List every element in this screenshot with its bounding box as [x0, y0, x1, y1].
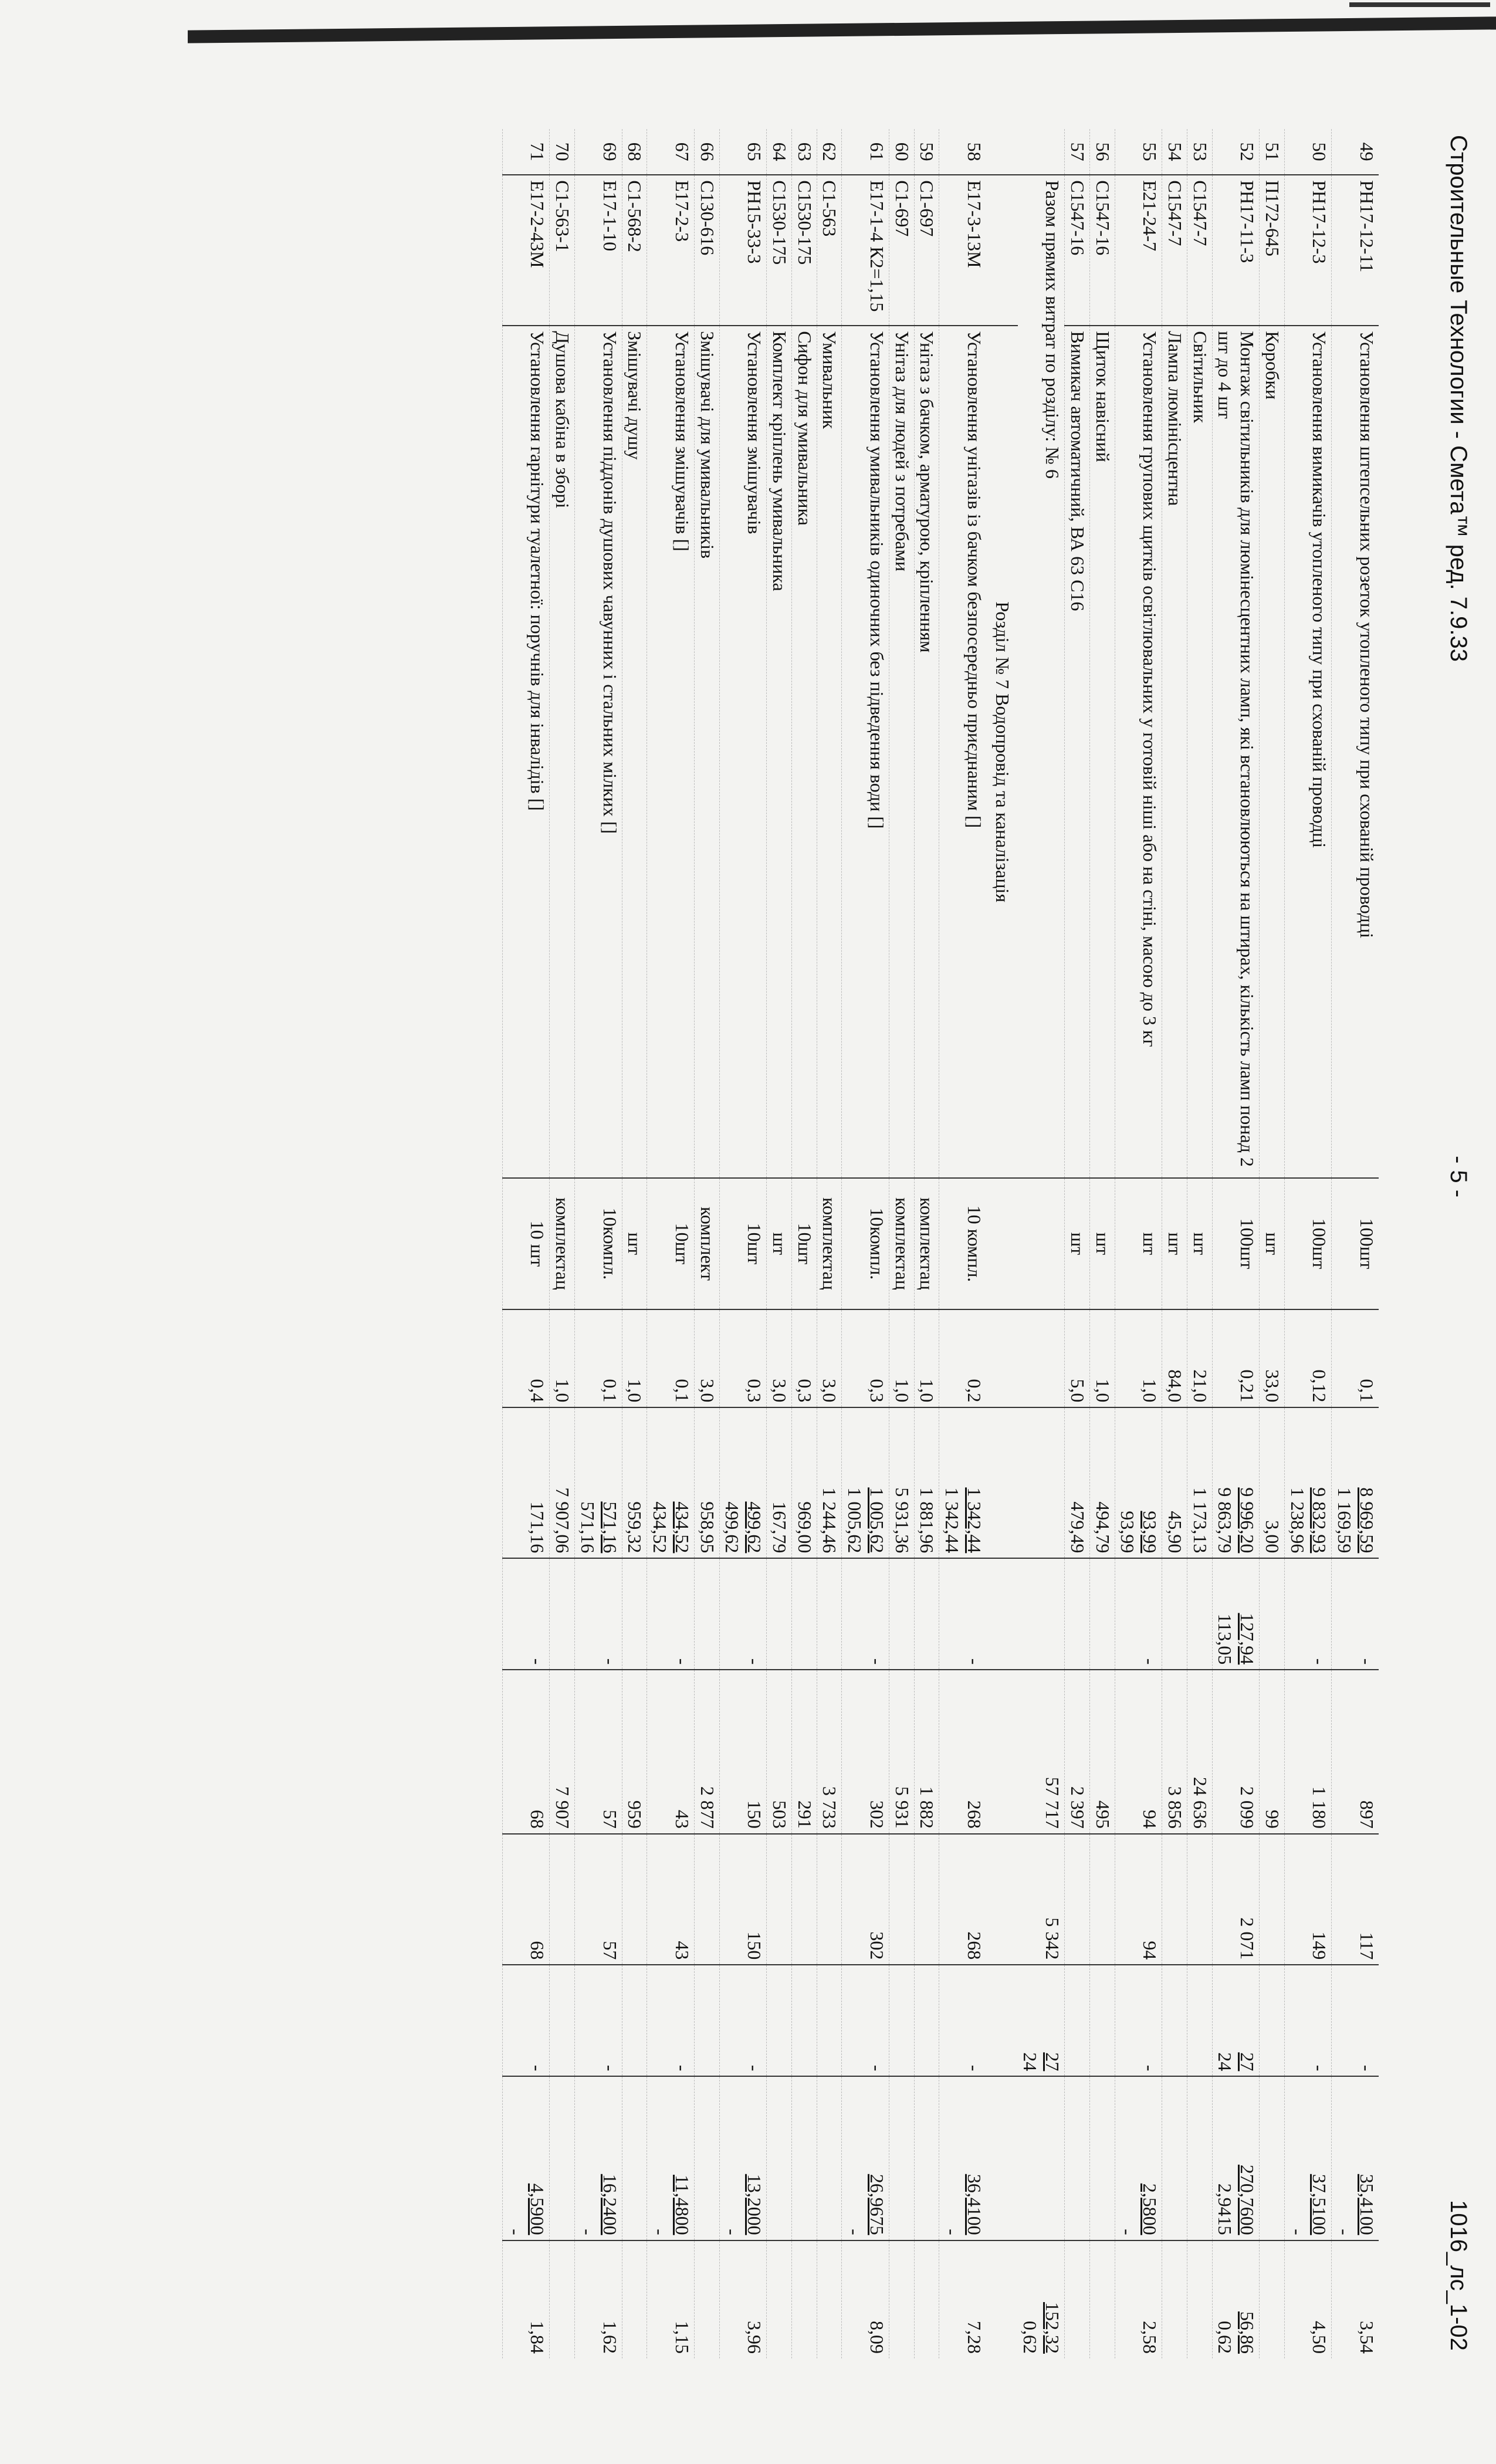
table-row: [1162, 129, 1187, 2358]
cell-cost: -: [599, 1658, 621, 1665]
cell-cost: -: [672, 1658, 693, 1665]
cell-unit: 10 компл.: [964, 1205, 985, 1282]
cell-name: Вимикач автоматичний, ВА 63 С16: [1067, 331, 1088, 611]
cell-qty: 84,0: [1165, 1369, 1186, 1403]
total6-s2: 5 342: [1018, 1834, 1065, 1965]
cell-qty: 0,12: [1309, 1369, 1331, 1403]
cell-unit: комплектац: [916, 1197, 938, 1290]
cell-num: 53: [1189, 142, 1211, 161]
cell-qty: 1,0: [891, 1379, 913, 1403]
cell-sum: 503: [769, 1800, 790, 1829]
cell-lab: 36,4100: [964, 2174, 985, 2235]
total6-sum: 57 717: [1018, 1670, 1065, 1833]
cell-code: Е17-2-3: [672, 180, 693, 242]
cell-qty: 0,21: [1237, 1369, 1258, 1403]
cell-unit: шт: [1092, 1232, 1113, 1255]
cell-name: Установлення вимикачів утопленого типу при схованій проводці: [1309, 331, 1331, 848]
cell-sum: 57: [599, 1809, 621, 1829]
cell-s3: 27: [1237, 2052, 1258, 2072]
cell-price: 9 832,93: [1309, 1487, 1331, 1553]
cell-unit: 10 шт: [527, 1220, 549, 1267]
cell-lab: 4,5900: [527, 2183, 549, 2235]
scan-edge-mark-right: [1349, 2, 1490, 7]
cell-lt: 1,15: [672, 2321, 693, 2354]
total6-s3: 27: [1042, 2052, 1064, 2072]
cell-name: Установлення піддонів душових чавунних і стальних мілких []: [599, 331, 621, 834]
cell-code: РН17-11-3: [1237, 180, 1258, 263]
cell-sum: 897: [1356, 1800, 1377, 1829]
cell-num: 60: [891, 142, 913, 161]
cell-name: Коробки: [1262, 331, 1283, 400]
cell-unit: 10шт: [794, 1223, 815, 1265]
document-code: 1016_лс_1-02: [1446, 2200, 1471, 2351]
cell-name: Установлення умивальників одиночних без підведення води []: [867, 331, 888, 829]
cell-code: С1-568-2: [624, 180, 646, 252]
cell-cost: -: [527, 1658, 549, 1665]
cell-price: 969,00: [794, 1501, 815, 1553]
cell-name: Унітаз з бачком, арматурою, кріпленням: [916, 331, 938, 653]
cell-s2: 57: [599, 1941, 621, 1960]
cell-lab: 13,2000: [744, 2174, 766, 2235]
cell-unit: комплектац: [819, 1197, 841, 1290]
table-row: [842, 129, 889, 2358]
cell-sum: 68: [527, 1809, 549, 1829]
cell-qty: 1,0: [916, 1379, 938, 1403]
cell-unit: комплектац: [891, 1197, 913, 1290]
cell-unit: шт: [1139, 1232, 1161, 1255]
cell-unit: шт: [1189, 1232, 1211, 1255]
cell-sum: 2 877: [696, 1786, 718, 1829]
cell-sum: 2 397: [1067, 1786, 1088, 1829]
cell-unit: шт: [1067, 1232, 1088, 1255]
cell-cost: -: [964, 1658, 985, 1665]
cell-lab: 11,4800: [672, 2174, 693, 2235]
section6-rows: [1065, 129, 1379, 2358]
cell-sum: 268: [964, 1800, 985, 1829]
cell-num: 69: [599, 142, 621, 161]
cell-s2: 43: [672, 1941, 693, 1960]
cell-lab2: -: [649, 2229, 671, 2235]
cell-name: Установлення гарнітури туалетної: поручнів для інвалідів []: [527, 331, 549, 811]
table-row: [575, 129, 622, 2358]
cell-lt: 7,28: [964, 2321, 985, 2354]
cell-price2: 9 863,79: [1214, 1487, 1236, 1553]
cell-price: 479,49: [1067, 1501, 1088, 1553]
cell-price: 494,79: [1092, 1501, 1113, 1553]
cell-lab2: 2,9415: [1214, 2183, 1236, 2235]
cell-name: Комплект кріплень умивальника: [769, 331, 790, 591]
cell-code: С1-563-1: [552, 180, 574, 252]
cell-code: С130-616: [696, 180, 718, 256]
cell-s3: -: [672, 2064, 693, 2072]
cell-price: 171,16: [527, 1501, 549, 1553]
cell-unit: 10шт: [744, 1223, 766, 1265]
cell-sum: 24 636: [1189, 1776, 1211, 1829]
cell-unit: 10шт: [672, 1223, 693, 1265]
cell-price: 1 005,62: [867, 1487, 888, 1553]
cell-unit: 100шт: [1237, 1218, 1258, 1270]
cell-sum: 150: [744, 1800, 766, 1829]
cell-code: С1547-16: [1067, 180, 1088, 256]
cell-name: Лампа люмінісцентна: [1165, 331, 1186, 506]
cell-lab: 26,9675: [867, 2174, 888, 2235]
cell-lt: 3,54: [1356, 2321, 1377, 2354]
cell-price: 959,32: [624, 1501, 646, 1553]
table-row: [1285, 129, 1332, 2358]
cell-cost: -: [1356, 1658, 1377, 1665]
cell-lab: 35,4100: [1356, 2174, 1377, 2235]
cell-s3: -: [1356, 2064, 1377, 2072]
table-row: [1115, 129, 1162, 2358]
section7-title: Розділ № 7 Водопровід та каналізація: [986, 326, 1018, 1178]
cell-price2: 1 169,59: [1334, 1487, 1356, 1553]
cell-cost: -: [744, 1658, 766, 1665]
cell-sum: 43: [672, 1809, 693, 1829]
table-row: [1260, 129, 1285, 2358]
rotated-sheet: [117, 111, 1496, 2458]
table-row: [817, 129, 842, 2358]
cell-qty: 0,1: [599, 1379, 621, 1403]
cell-lab2: -: [505, 2229, 526, 2235]
cell-name: Змішувачі для умивальників: [696, 331, 718, 559]
cell-lab: 16,2400: [599, 2174, 621, 2235]
table-row: [889, 129, 915, 2358]
cell-lt: 3,96: [744, 2321, 766, 2354]
cell-price: 3,00: [1262, 1520, 1283, 1553]
cell-qty: 5,0: [1067, 1379, 1088, 1403]
cell-lt: 1,84: [527, 2321, 549, 2354]
table-row: [1332, 129, 1379, 2358]
total6-label: Разом прямих витрат по розділу: № 6: [1018, 175, 1065, 1178]
cell-s2: 94: [1139, 1941, 1161, 1960]
cell-qty: 21,0: [1189, 1369, 1211, 1403]
cell-num: 51: [1262, 142, 1283, 161]
cell-qty: 0,3: [867, 1379, 888, 1403]
cell-price2: 1 005,62: [844, 1487, 866, 1553]
cell-s3: -: [744, 2064, 766, 2072]
section7-rows: [503, 129, 987, 2358]
table-row: [1212, 129, 1260, 2358]
cell-sum: 495: [1092, 1800, 1113, 1829]
cell-s2: 150: [744, 1931, 766, 1960]
table-row: [1065, 129, 1090, 2358]
cell-code: С1-563: [819, 180, 841, 237]
cell-s2: 2 071: [1237, 1917, 1258, 1960]
cell-qty: 1,0: [552, 1379, 574, 1403]
cell-lab: 2,5800: [1139, 2183, 1161, 2235]
total6-s3b: 24: [1020, 2052, 1041, 2072]
cell-s2: 302: [867, 1931, 888, 1960]
cell-code: С1530-175: [769, 180, 790, 265]
cell-unit: 10компл.: [599, 1207, 621, 1280]
cell-sum: 3 856: [1165, 1786, 1186, 1829]
table-row: [550, 129, 575, 2358]
cell-price: 1 881,96: [916, 1487, 938, 1553]
document-page: [117, 111, 1496, 2458]
cell-price: 45,90: [1165, 1511, 1186, 1553]
cell-name: Установлення змішувачів: [744, 331, 766, 534]
cell-num: 49: [1356, 142, 1377, 161]
cell-num: 71: [527, 142, 549, 161]
table-row: [719, 129, 767, 2358]
cell-price2: 434,52: [649, 1501, 671, 1553]
cell-lab2: -: [942, 2229, 963, 2235]
cell-num: 63: [794, 142, 815, 161]
cell-price: 9 996,20: [1237, 1487, 1258, 1553]
cell-name: Сифон для умивальника: [794, 331, 815, 526]
cell-sum: 94: [1139, 1809, 1161, 1829]
cell-cost: -: [867, 1658, 888, 1665]
cell-name: Установлення унітазів із бачком безпосередньо приєднаним []: [964, 331, 985, 828]
cell-s3: -: [964, 2064, 985, 2072]
cell-price: 499,62: [744, 1501, 766, 1553]
cell-num: 50: [1309, 142, 1331, 161]
cell-unit: шт: [769, 1232, 790, 1255]
cell-num: 52: [1237, 142, 1258, 161]
cell-unit: комплектац: [552, 1197, 574, 1290]
cell-code: РН17-12-11: [1356, 180, 1377, 273]
scan-edge-mark: [188, 16, 1496, 43]
cell-qty: 3,0: [819, 1379, 841, 1403]
cell-s2: 149: [1309, 1931, 1331, 1960]
cell-code: РН15-33-3: [744, 180, 766, 264]
cell-name: Щиток навісний: [1092, 331, 1113, 462]
cell-price2: 571,16: [577, 1501, 598, 1553]
cell-code: Е17-1-4 К2=1,15: [867, 180, 888, 312]
cell-lt2: 0,62: [1214, 2321, 1236, 2354]
cell-sum: 1 180: [1309, 1786, 1331, 1829]
cell-s2: 68: [527, 1941, 549, 1960]
cell-price: 1 342,44: [964, 1487, 985, 1553]
cell-unit: шт: [1262, 1232, 1283, 1255]
cell-num: 59: [916, 142, 938, 161]
cell-price: 93,99: [1139, 1511, 1161, 1553]
cell-lab: 270,7600: [1237, 2164, 1258, 2235]
cell-lt: 2,58: [1139, 2321, 1161, 2354]
cell-name: Унітаз для людей з потребами: [891, 331, 913, 571]
cell-qty: 1,0: [1139, 1379, 1161, 1403]
cell-lab2: -: [722, 2229, 743, 2235]
cell-price: 5 931,36: [891, 1487, 913, 1553]
cell-unit: шт: [624, 1232, 646, 1255]
cell-unit: шт: [1165, 1232, 1186, 1255]
cell-code: Е17-1-10: [599, 180, 621, 252]
table-row: [503, 129, 550, 2358]
cell-lab: 37,5100: [1309, 2174, 1331, 2235]
cell-sum: 7 907: [552, 1786, 574, 1829]
cell-sum: 959: [624, 1800, 646, 1829]
cell-name: Світильник: [1189, 331, 1211, 424]
cell-num: 55: [1139, 142, 1161, 161]
cell-price: 571,16: [599, 1501, 621, 1553]
cell-price2: 1 342,44: [942, 1487, 963, 1553]
table-row: [914, 129, 939, 2358]
cell-name: Душова кабіна в зборі: [552, 331, 574, 509]
cell-s3b: 24: [1214, 2052, 1236, 2072]
cell-lab2: -: [1117, 2229, 1139, 2235]
cell-price: 8 969,59: [1356, 1487, 1377, 1553]
cell-num: 65: [744, 142, 766, 161]
cell-num: 62: [819, 142, 841, 161]
cell-lt: 56,86: [1237, 2311, 1258, 2354]
cell-s3: -: [1309, 2064, 1331, 2072]
cell-code: Е17-3-13М: [964, 180, 985, 268]
page-number: - 5 -: [1446, 1156, 1471, 1198]
table-row: [792, 129, 817, 2358]
cell-cost: 127,94: [1237, 1613, 1258, 1665]
cell-lab2: -: [577, 2229, 598, 2235]
cell-num: 61: [867, 142, 888, 161]
cell-cost: -: [1309, 1658, 1331, 1665]
cell-s3: -: [867, 2064, 888, 2072]
total6-lt: 152,32: [1042, 2302, 1064, 2354]
cell-qty: 33,0: [1262, 1369, 1283, 1403]
cell-s3: -: [527, 2064, 549, 2072]
cell-num: 70: [552, 142, 574, 161]
cell-sum: 99: [1262, 1809, 1283, 1829]
cell-num: 64: [769, 142, 790, 161]
cell-lt: 4,50: [1309, 2321, 1331, 2354]
cell-price: 7 907,06: [552, 1487, 574, 1553]
table-row: [939, 129, 986, 2358]
cell-qty: 0,2: [964, 1379, 985, 1403]
cell-code: С1-697: [891, 180, 913, 237]
cell-num: 54: [1165, 142, 1186, 161]
cell-price: 167,79: [769, 1501, 790, 1553]
total6-lt2: 0,62: [1020, 2321, 1041, 2354]
cell-cost: -: [1139, 1658, 1161, 1665]
cell-code: С1547-7: [1165, 180, 1186, 246]
cell-price2: 1 238,96: [1287, 1487, 1308, 1553]
cell-code: С1547-16: [1092, 180, 1113, 256]
cell-price: 434,52: [672, 1501, 693, 1553]
cell-cost2: 113,05: [1214, 1613, 1236, 1665]
cell-qty: 3,0: [769, 1379, 790, 1403]
cell-code: Е21-24-7: [1139, 180, 1161, 252]
table-row: [1187, 129, 1213, 2358]
cell-price: 958,95: [696, 1501, 718, 1553]
cell-qty: 0,3: [744, 1379, 766, 1403]
cell-price: 1 244,46: [819, 1487, 841, 1553]
cell-qty: 0,4: [527, 1379, 549, 1403]
cell-lab2: -: [844, 2229, 866, 2235]
section6-total: [986, 129, 1065, 2358]
cell-code: С1547-7: [1189, 180, 1211, 246]
cell-s3: -: [599, 2064, 621, 2072]
cell-name: Установлення штепсельних розеток утопленого типу при схованій проводці: [1356, 331, 1377, 939]
table-row: [695, 129, 720, 2358]
cell-sum: 2 099: [1237, 1786, 1258, 1829]
cell-code: С1530-175: [794, 180, 815, 265]
cell-qty: 1,0: [1092, 1379, 1113, 1403]
cell-code: Е17-2-43М: [527, 180, 549, 268]
cell-qty: 0,1: [1356, 1379, 1377, 1403]
document-title: Строительные Технологии - Смета™ ред. 7.9.33: [1446, 135, 1471, 662]
cell-sum: 1 882: [916, 1786, 938, 1829]
cell-s3: -: [1139, 2064, 1161, 2072]
cell-code: П172-645: [1262, 180, 1283, 256]
cell-price2: 499,62: [722, 1501, 743, 1553]
table-row: [1090, 129, 1115, 2358]
cell-num: 57: [1067, 142, 1088, 161]
cell-lt: 8,09: [867, 2321, 888, 2354]
cell-lt: 1,62: [599, 2321, 621, 2354]
cell-num: 68: [624, 142, 646, 161]
cell-code: РН17-12-3: [1309, 180, 1331, 264]
estimate-table: [502, 129, 1379, 2358]
cell-price2: 93,99: [1117, 1511, 1139, 1553]
table-row: [647, 129, 695, 2358]
cell-num: 56: [1092, 142, 1113, 161]
cell-name: Установлення змішувачів []: [672, 331, 693, 551]
cell-num: 66: [696, 142, 718, 161]
cell-sum: 291: [794, 1800, 815, 1829]
cell-num: 58: [964, 142, 985, 161]
cell-unit: 10компл.: [867, 1207, 888, 1280]
cell-name: Умивальник: [819, 331, 841, 429]
cell-lab2: -: [1287, 2229, 1308, 2235]
cell-sum: 302: [867, 1800, 888, 1829]
cell-s2: 117: [1356, 1932, 1377, 1960]
cell-price: 1 173,13: [1189, 1487, 1211, 1553]
cell-unit: комплект: [696, 1206, 718, 1281]
cell-sum: 3 733: [819, 1786, 841, 1829]
cell-qty: 1,0: [624, 1379, 646, 1403]
cell-s2: 268: [964, 1931, 985, 1960]
table-row: [622, 129, 647, 2358]
cell-unit: 100шт: [1356, 1218, 1377, 1270]
cell-num: 67: [672, 142, 693, 161]
cell-qty: 0,3: [794, 1379, 815, 1403]
cell-unit: 100шт: [1309, 1218, 1331, 1270]
cell-lab2: -: [1334, 2229, 1356, 2235]
cell-sum: 5 931: [891, 1786, 913, 1829]
table-row: [767, 129, 792, 2358]
cell-name: Монтаж світильників для люмінесцентних ламп, які встановлюються на штирах, кількість ламп понад 2 шт до 4 шт: [1214, 331, 1258, 1167]
cell-name: Установлення групових щитків освітлювальних у готовій ніші або на стіні, масою до 3 кг: [1139, 331, 1161, 1047]
cell-qty: 0,1: [672, 1379, 693, 1403]
cell-name: Змішувачі душу: [624, 331, 646, 460]
cell-code: С1-697: [916, 180, 938, 237]
cell-qty: 3,0: [696, 1379, 718, 1403]
